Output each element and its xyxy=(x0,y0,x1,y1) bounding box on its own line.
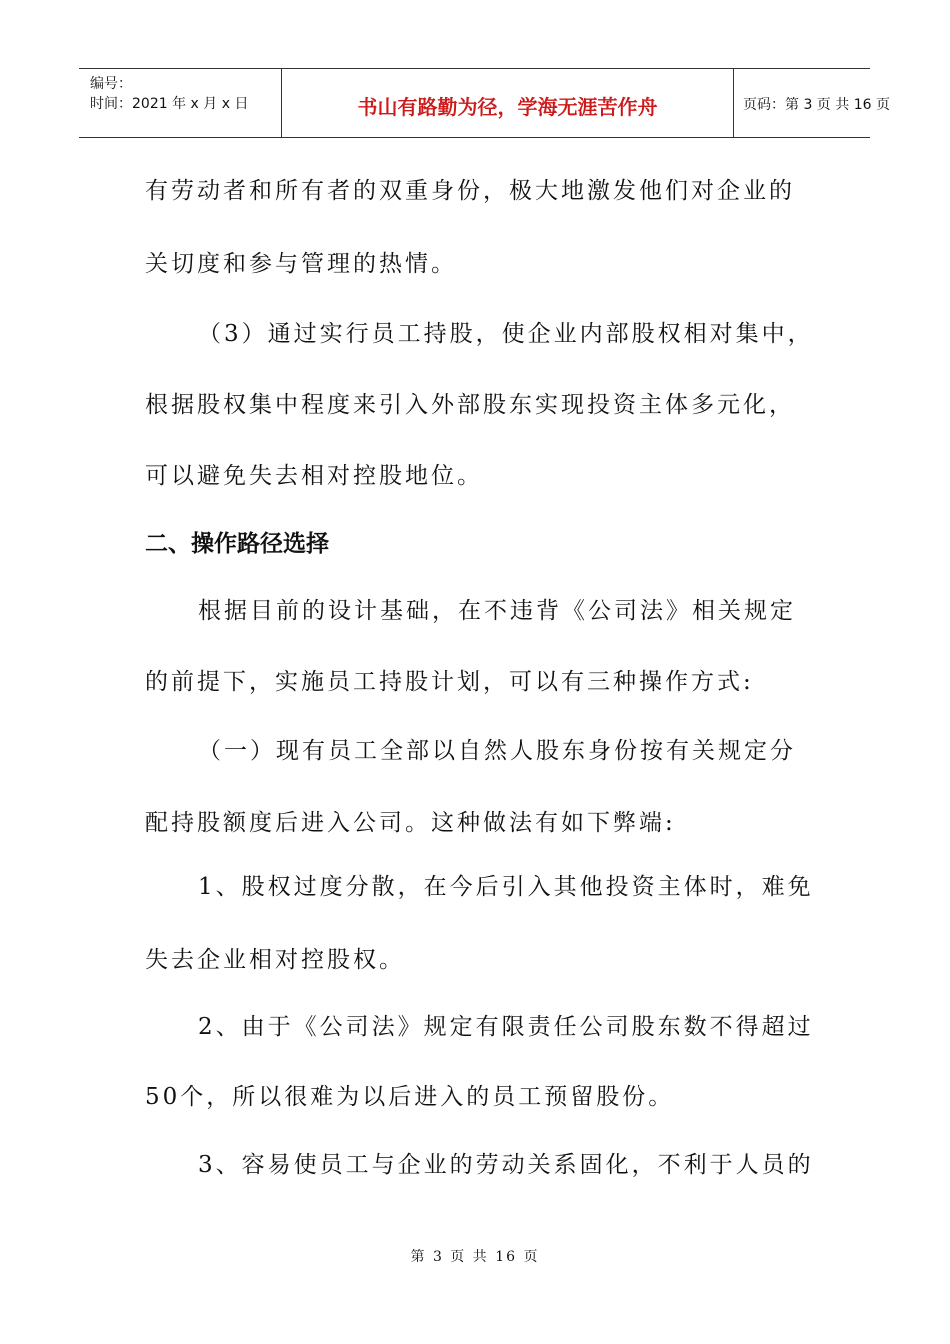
paragraph-line: 有劳动者和所有者的双重身份，极大地激发他们对企业的 xyxy=(145,178,795,204)
paragraph-line: 1、股权过度分散，在今后引入其他投资主体时，难免 xyxy=(198,874,814,900)
paragraph-line: 失去企业相对控股权。 xyxy=(145,947,405,973)
date-label: 时间：2021 年 x 月 x 日 xyxy=(90,96,249,112)
number-label: 编号： xyxy=(90,76,132,92)
paragraph-line: （3）通过实行员工持股，使企业内部股权相对集中， xyxy=(198,321,814,347)
paragraph-line: 的前提下，实施员工持股计划，可以有三种操作方式: xyxy=(145,669,754,695)
paragraph-line: （一）现有员工全部以自然人股东身份按有关规定分 xyxy=(198,738,796,764)
paragraph-line: 根据目前的设计基础，在不违背《公司法》相关规定 xyxy=(198,598,796,624)
page-footer: 第 3 页 共 16 页 xyxy=(410,1249,540,1265)
paragraph-line: 3、容易使员工与企业的劳动关系固化，不利于人员的 xyxy=(198,1152,814,1178)
header-left-cell xyxy=(79,69,281,137)
paragraph-line: 关切度和参与管理的热情。 xyxy=(145,251,457,277)
paragraph-line: 可以避免失去相对控股地位。 xyxy=(145,463,483,489)
header-page-cell xyxy=(733,69,890,137)
header-page-info: 页码：第 3 页 共 16 页 xyxy=(743,97,890,113)
paragraph-line: 50个，所以很难为以后进入的员工预留股份。 xyxy=(145,1084,675,1110)
paragraph-line: 配持股额度后进入公司。这种做法有如下弊端: xyxy=(145,810,676,836)
header-motto-cell xyxy=(281,69,734,137)
section-heading: 二、操作路径选择 xyxy=(145,531,329,557)
page-header xyxy=(79,68,890,138)
paragraph-line: 根据股权集中程度来引入外部股东实现投资主体多元化， xyxy=(145,392,795,418)
paragraph-line: 2、由于《公司法》规定有限责任公司股东数不得超过 xyxy=(198,1014,814,1040)
motto-text: 书山有路勤为径，学海无涯苦作舟 xyxy=(357,95,658,119)
